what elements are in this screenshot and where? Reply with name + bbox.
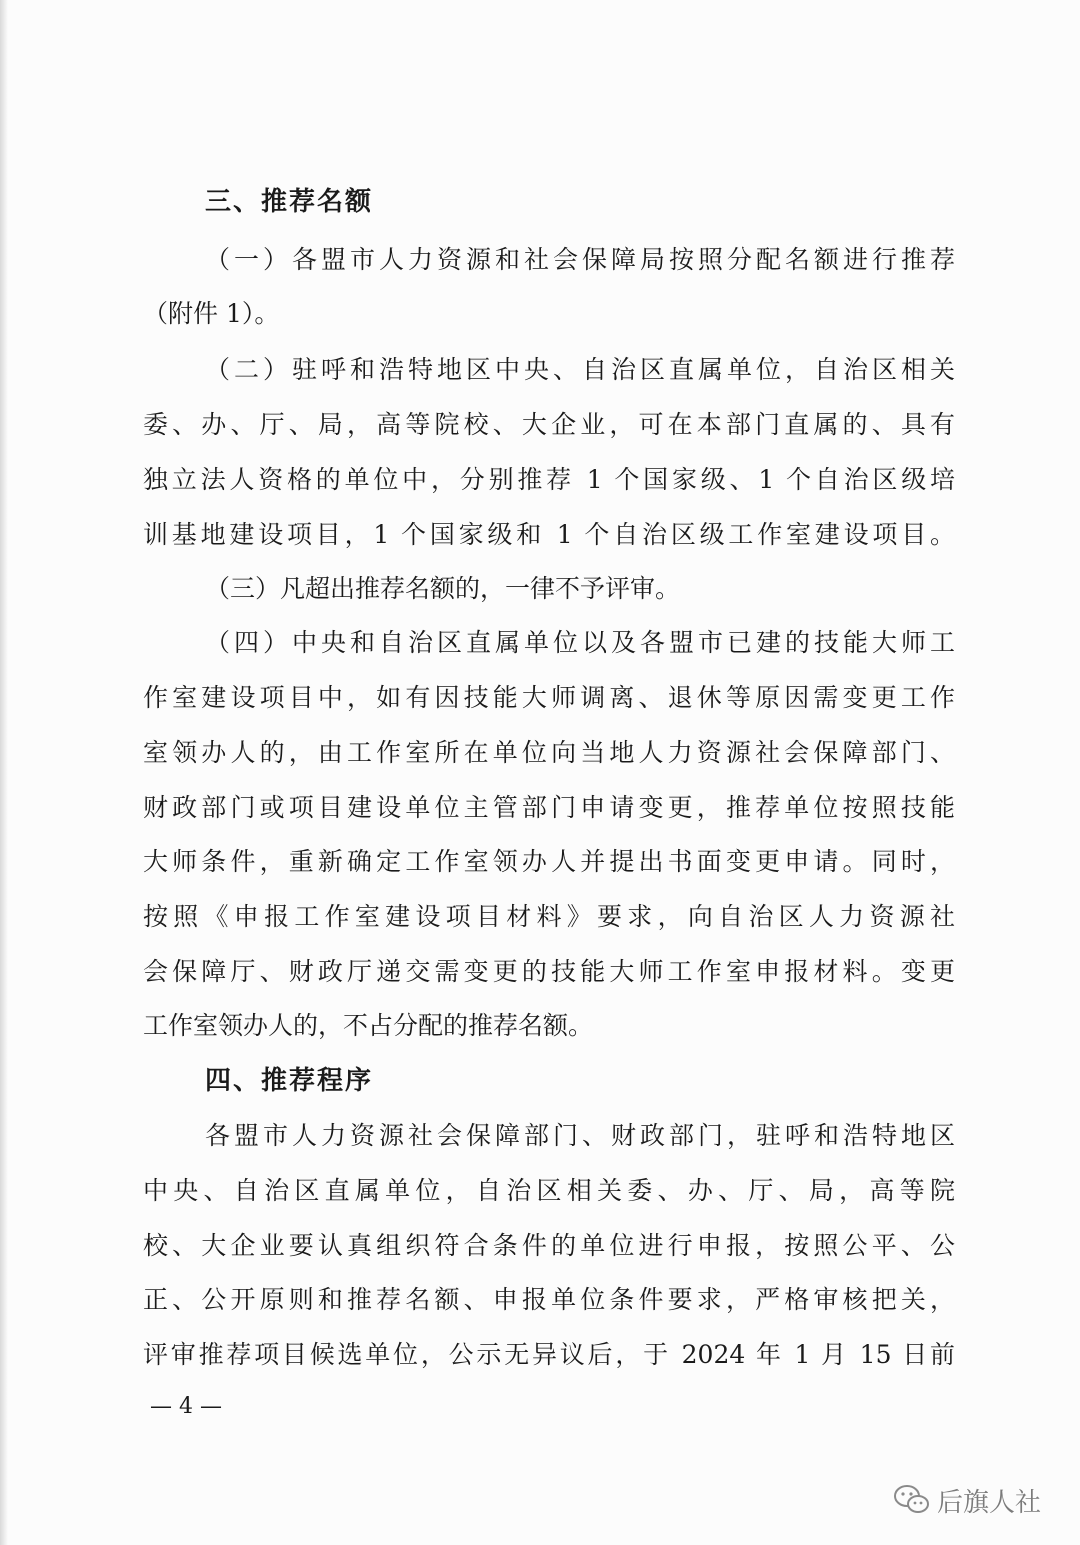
paragraph-line: 大师条件，重新确定工作室领办人并提出书面变更申请。同时， <box>143 847 955 876</box>
paragraph-line: 作室建设项目中，如有因技能大师调离、退休等原因需变更工作 <box>143 683 955 712</box>
paragraph-line: 工作室领办人的，不占分配的推荐名额。 <box>143 1011 594 1040</box>
section-4-heading: 四、推荐程序 <box>205 1066 374 1096</box>
page-number: — 4 — <box>150 1394 222 1419</box>
paragraph-line: 中央、自治区直属单位，自治区相关委、办、厅、局，高等院 <box>143 1176 955 1205</box>
paragraph-line: （二）驻呼和浩特地区中央、自治区直属单位，自治区相关 <box>205 355 955 384</box>
paragraph-line: 财政部门或项目建设单位主管部门申请变更，推荐单位按照技能 <box>143 793 955 822</box>
paragraph-line: 训基地建设项目，1 个国家级和 1 个自治区级工作室建设项目。 <box>143 520 955 549</box>
paragraph-line: 委、办、厅、局，高等院校、大企业，可在本部门直属的、具有 <box>143 410 955 439</box>
paragraph-line: 会保障厅、财政厅递交需变更的技能大师工作室申报材料。变更 <box>143 957 955 986</box>
paragraph-line: 正、公开原则和推荐名额、申报单位条件要求，严格审核把关， <box>143 1285 955 1314</box>
paragraph-line: （附件 1）。 <box>143 299 280 328</box>
watermark <box>893 1480 1041 1520</box>
paragraph-line: （四）中央和自治区直属单位以及各盟市已建的技能大师工 <box>205 628 955 657</box>
section-3-heading: 三、推荐名额 <box>205 187 374 217</box>
paragraph-line: （一）各盟市人力资源和社会保障局按照分配名额进行推荐 <box>205 245 955 274</box>
page-edge-shadow <box>0 0 8 1545</box>
watermark-text: 后旗人社 <box>937 1487 1042 1518</box>
paragraph-line: 独立法人资格的单位中，分别推荐 1 个国家级、1 个自治区级培 <box>143 465 955 494</box>
paragraph-line: （三）凡超出推荐名额的，一律不予评审。 <box>205 574 681 603</box>
paragraph-line: 校、大企业要认真组织符合条件的单位进行申报，按照公平、公 <box>143 1231 955 1260</box>
wechat-icon <box>893 1484 931 1516</box>
paragraph-line: 按照《申报工作室建设项目材料》要求，向自治区人力资源社 <box>143 902 955 931</box>
paragraph-line: 评审推荐项目候选单位，公示无异议后，于 2024 年 1 月 15 日前 <box>143 1340 955 1369</box>
paragraph-line: 室领办人的，由工作室所在单位向当地人力资源社会保障部门、 <box>143 738 955 767</box>
paragraph-line: 各盟市人力资源社会保障部门、财政部门，驻呼和浩特地区 <box>205 1121 955 1150</box>
